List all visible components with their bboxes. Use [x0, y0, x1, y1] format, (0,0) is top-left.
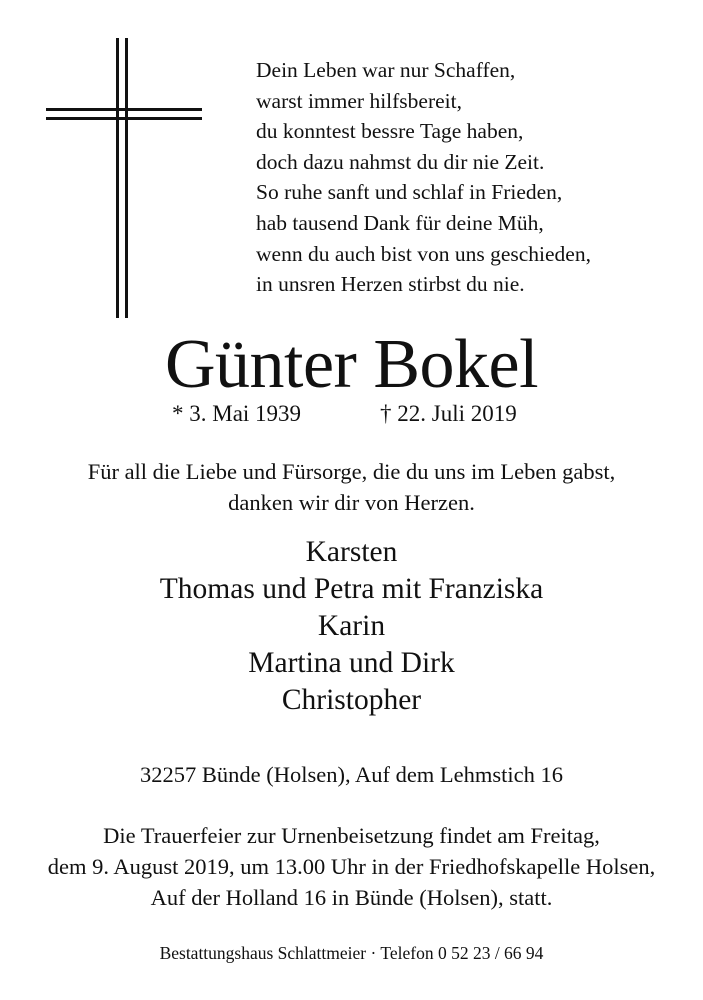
death-date: † 22. Juli 2019	[380, 401, 517, 426]
poem-line: du konntest bessre Tage haben,	[256, 119, 524, 144]
poem-line: hab tausend Dank für deine Müh,	[256, 210, 544, 235]
ceremony-info	[0, 820, 703, 913]
poem	[256, 55, 591, 300]
thanks-line: Für all die Liebe und Fürsorge, die du uns im Leben gabst,	[87, 459, 616, 484]
mourner-name: Martina und Dirk	[248, 647, 455, 679]
mourner-name: Karin	[317, 610, 386, 642]
mourner-name: Christopher	[281, 684, 422, 716]
funeral-home-footer: Bestattungshaus Schlattmeier · Telefon 0 52 23 / 66 94	[159, 943, 544, 963]
ceremony-line: Die Trauerfeier zur Urnenbeisetzung findet am Freitag,	[103, 823, 600, 848]
cross-icon	[46, 38, 202, 318]
deceased-name: Günter Bokel	[164, 326, 539, 403]
birth-date: * 3. Mai 1939	[172, 401, 302, 426]
poem-line: warst immer hilfsbereit,	[256, 88, 462, 113]
thanks-line: danken wir dir von Herzen.	[228, 490, 475, 515]
ceremony-line: Auf der Holland 16 in Bünde (Holsen), statt.	[150, 885, 553, 910]
ceremony-line: dem 9. August 2019, um 13.00 Uhr in der Friedhofskapelle Holsen,	[47, 854, 656, 879]
poem-line: wenn du auch bist von uns geschieden,	[256, 241, 591, 266]
poem-line: Dein Leben war nur Schaffen,	[256, 58, 516, 82]
thanks-text	[0, 456, 703, 518]
poem-line: doch dazu nahmst du dir nie Zeit.	[256, 149, 545, 174]
mourner-name: Karsten	[305, 536, 398, 568]
mourner-name: Thomas und Petra mit Franziska	[159, 573, 544, 605]
mourners-list	[0, 534, 703, 719]
family-address: 32257 Bünde (Holsen), Auf dem Lehmstich 16	[139, 762, 564, 787]
poem-line: So ruhe sanft und schlaf in Frieden,	[256, 180, 563, 205]
poem-line: in unsren Herzen stirbst du nie.	[256, 272, 525, 297]
